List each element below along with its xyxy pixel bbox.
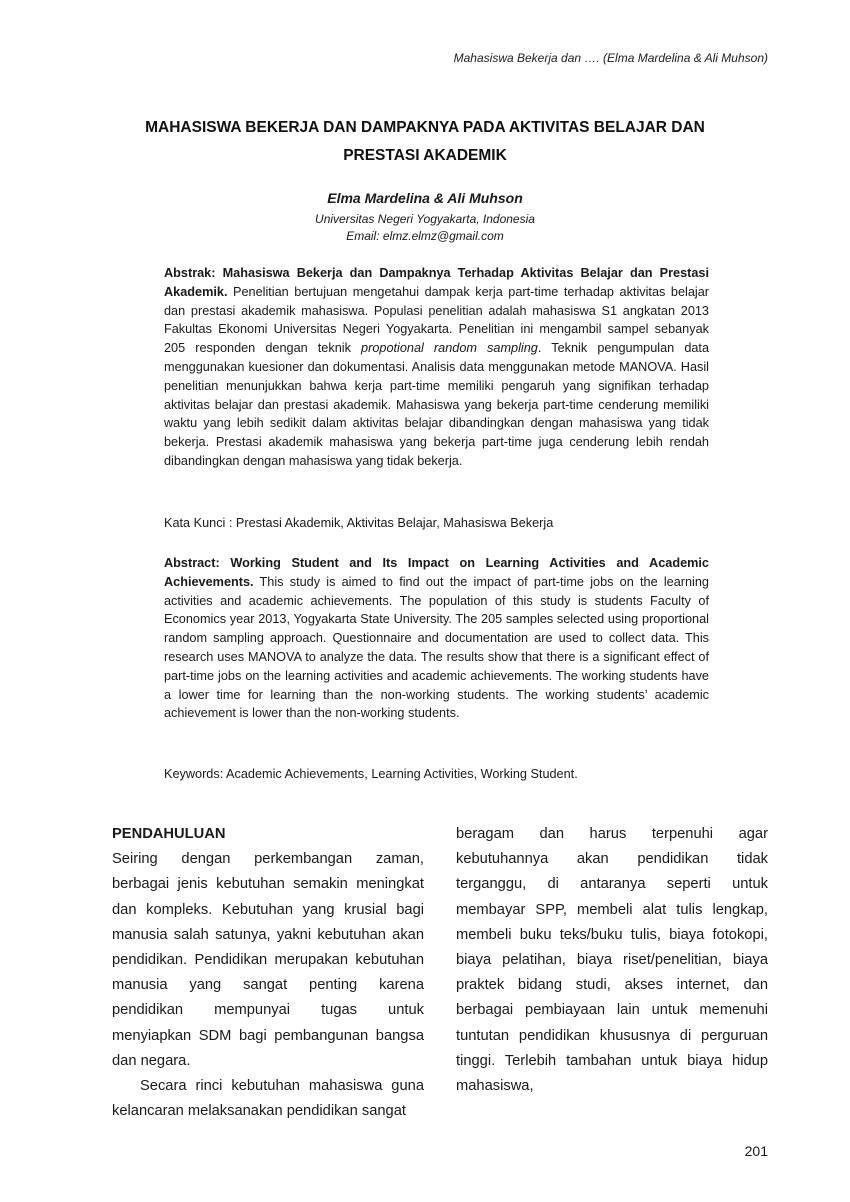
page-number: 201 — [744, 1143, 768, 1159]
abstract-english — [164, 554, 709, 723]
email: Email: elmz.elmz@gmail.com — [346, 229, 504, 243]
body-paragraph-right: beragam dan harus terpenuhi agar kebutuhannya akan pendidikan tidak terganggu, di antaranya seperti untuk membayar SPP, membeli alat tulis lengkap, membeli buku teks/buku tulis, biaya fotokopi, biaya pelatihan, biaya riset/penelitian, biaya praktek bidang studi, akses internet, dan berbagai pembiayaan lain untuk memenuhi tuntutan pendidikan khususnya di perguruan tinggi. Terlebih tambahan untuk biaya hidup mahasiswa, — [456, 826, 768, 1095]
authors: Elma Mardelina & Ali Muhson — [327, 190, 523, 206]
running-header: Mahasiswa Bekerja dan …. (Elma Mardelina & Ali Muhson) — [453, 51, 768, 65]
kata-kunci: Kata Kunci : Prestasi Akademik, Aktivitas Belajar, Mahasiswa Bekerja — [164, 516, 554, 530]
abstrak-indonesian — [164, 264, 709, 471]
affiliation-block — [0, 211, 850, 245]
body-column-left — [112, 822, 424, 1124]
abstrak-text-1: Penelitian bertujuan mengetahui dampak kerja part-time terhadap aktivitas belajar dan prestasi akademik mahasiswa. Populasi penelitian adalah mahasiswa S1 angkatan 2013 Fakultas Ekonomi Universitas Negeri Yogyakarta. Penelitian ini mengambil sampel sebanyak 205 responden dengan teknik — [164, 284, 709, 356]
paper-title: MAHASISWA BEKERJA DAN DAMPAKNYA PADA AKTIVITAS BELAJAR DAN PRESTASI AKADEMIK — [145, 119, 705, 164]
abstrak-text-2: . Teknik pengumpulan data menggunakan kuesioner dan dokumentasi. Analisis data menggunakan metode MANOVA. Hasil penelitian menunjukkan bahwa kerja part-time memiliki pengaruh yang signifikan terhadap aktivitas belajar dan prestasi akademik. Mahasiswa yang bekerja part-time cenderung memiliki waktu yang lebih sedikit dalam aktivitas belajar dibandingkan dengan mahasiswa yang tidak bekerja. Prestasi akademik mahasiswa yang bekerja part-time juga cenderung lebih rendah dibandingkan dengan mahasiswa yang tidak bekerja. — [164, 341, 710, 468]
abstract-text: This study is aimed to find out the impact of part-time jobs on the learning activities and academic achievements. The population of this study is students Faculty of Economics year 2013, Yogyakarta State University. The 205 samples selected using proportional random sampling approach. Questionnaire and documentation are used to collect data. This research uses MANOVA to analyze the data. The results show that there is a significant effect of part-time jobs on the learning activities and academic achievements. The working students have a lower time for learning than the non-working students. The working students’ academic achievement is lower than the non-working students. — [164, 574, 709, 721]
abstrak-lead: Abstrak: Mahasiswa Bekerja dan Dampaknya Terhadap Aktivitas Belajar dan Prestasi Akademik. — [164, 266, 709, 299]
abstrak-italic-term: propotional random sampling — [361, 341, 538, 356]
section-heading: PENDAHULUAN — [112, 826, 226, 842]
body-paragraph-2: Secara rinci kebutuhan mahasiswa guna kelancaran melaksanakan pendidikan sangat — [112, 1078, 424, 1120]
affiliation: Universitas Negeri Yogyakarta, Indonesia — [315, 212, 535, 226]
body-paragraph-1: Seiring dengan perkembangan zaman, berbagai jenis kebutuhan semakin meningkat dan kompleks. Kebutuhan yang krusial bagi manusia salah satunya, yakni kebutuhan akan pendidikan. Pendidikan merupakan kebutuhan manusia yang sangat penting karena pendidikan mempunyai tugas untuk menyiapkan SDM bagi pembangunan bangsa dan negara. — [112, 851, 424, 1069]
abstract-lead: Abstract: Working Student and Its Impact on Learning Activities and Academic Achievements. — [164, 556, 709, 589]
body-column-right — [456, 822, 768, 1099]
keywords: Keywords: Academic Achievements, Learning Activities, Working Student. — [164, 767, 578, 781]
